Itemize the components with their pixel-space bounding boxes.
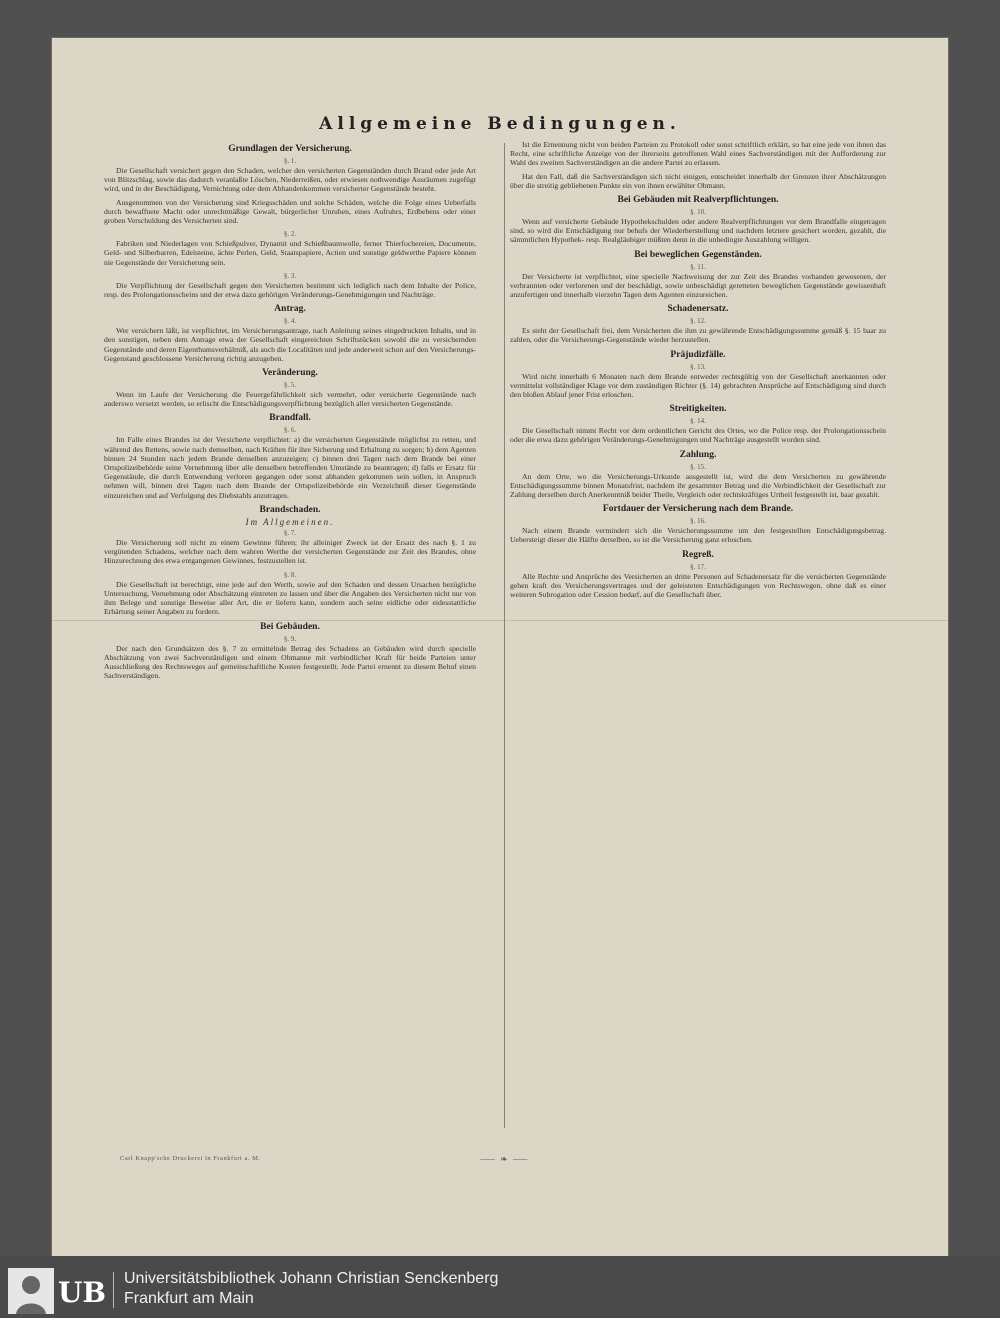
paragraph-number: §. 4. — [283, 317, 297, 326]
printer-imprint: Carl Knapp'sche Druckerei in Frankfurt a. M. — [120, 1155, 261, 1162]
paragraph-text: Hat den Fall, daß die Sachverständigen sich nicht einigen, entscheidet innerhalb der Grenzen ihrer Abschätzungen über die streitig gebliebenen Punkte ein von ihnen erwählter Obmann. — [510, 171, 886, 190]
section-heading: Veränderung. — [262, 368, 318, 379]
section-heading: Bei Gebäuden. — [260, 621, 320, 632]
paragraph-number: §. 16. — [690, 517, 706, 526]
section-heading: Regreß. — [682, 549, 714, 560]
footer-divider — [113, 1272, 114, 1308]
library-footer — [0, 1256, 1000, 1318]
paragraph-text: Die Gesellschaft nimmt Recht vor dem ordentlichen Gericht des Ortes, wo die Police resp. der Prolongationsschein oder die etwa dazu gehörigen Veränderungs-Genehmigungen und Nachträge ausgestellt worden sind. — [510, 426, 886, 445]
section-heading: Antrag. — [274, 304, 306, 315]
section-heading: Streitigkeiten. — [669, 404, 727, 415]
paragraph-text: Es steht der Gesellschaft frei, dem Versicherten die ihm zu gewährende Entschädigungssumme gemäß §. 15 baar zu zahlen, oder die Versicherungs-Gegenstände wieder herzustellen. — [510, 326, 886, 345]
paragraph-text: Wenn auf versicherte Gebäude Hypothekschulden oder andere Realverpflichtungen vor dem Brandfalle eingetragen sind, so wird die Entschädigung nur behufs der Wiederherstellung und nachdem letztere gesichert worden, gezahlt, die sämmtlichen Hypothek- resp. Realgläubiger müßten denn in die unbedingte Auszahlung willigen. — [510, 217, 886, 245]
paragraph-number: §. 13. — [690, 362, 706, 371]
paragraph-text: An dem Orte, wo die Versicherungs-Urkunde ausgestellt ist, wird die dem Versicherten zu gewährende Entschädigungssumme binnen Monatsfrist, nachdem ihr gesammter Betrag und die Verbindlichkeit der Gesellschaft zur Zahlung derselben durch Anerkenntniß beider Theile, Vergleich oder rechtskräftiges Urtheil festgestellt ist, baar gezahlt. — [510, 471, 886, 500]
document-page — [52, 38, 948, 1256]
paragraph-text: Im Falle eines Brandes ist der Versicherte verpflichtet: a) die versicherten Gegenstände möglichst zu retten, und während des Rettens, sowie nach demselben, nach Kräften für ihre Sicherung und Erhaltung zu sorgen; b) dem Agenten binnen 24 Stunden nach jedem Brande denselben anzuzeigen; c) binnen drei Tagen nach dem Brande bei einer Ortspolizeibehörde seine Vernehmung über alle denselben betreffenden Umstände zu beantragen; d) falls er Ersatz für Gegenstände, die durch Entwendung verloren gegangen oder sonst abhanden gekommen sein sollen, in Anspruch nehmen will, binnen drei Tagen nach dem Brande der Ortspolizeibehörde ein Verzeichniß dieser Gegenstände einzureichen und auf Verfolgung des Diebstahls anzutragen. — [104, 435, 476, 500]
paragraph-text: Die Verpflichtung der Gesellschaft gegen den Versicherten bestimmt sich lediglich nach dem Inhalte der Police, resp. des Prolongationsscheins und der etwa dazu gehörigen Veränderungs-Genehmigungen und Nachträge. — [104, 280, 476, 300]
paragraph-number: §. 10. — [690, 208, 706, 217]
section-heading: Brandschaden. — [259, 504, 321, 515]
paragraph-text: Die Gesellschaft versichert gegen den Schaden, welcher den versicherten Gegenständen durch Brand oder jede Art von Blitzschlag, sowie das dadurch veranlaßte Löschen, Niederreißen, oder erwiesen nothwendige Ausräumen zugefügt wird, und in der Beschädigung, Vernichtung oder dem Abhandenkommen versicherter Gegenstände besteht. — [104, 166, 476, 194]
paragraph-number: §. 5. — [283, 381, 297, 390]
paragraph-number: §. 2. — [283, 230, 297, 239]
right-column — [510, 140, 886, 603]
paragraph-number: §. 1. — [283, 157, 297, 165]
paragraph-text: Ausgenommen von der Versicherung sind Kriegsschäden und solche Schäden, welche die Folge eines Ueberfalls durch bewaffnete Macht oder unrechtmäßige Gewalt, bürgerlicher Unruhen, eines Aufruhrs, Erdbebens oder einer groben Verschuldung des Versicherten sind. — [104, 197, 476, 226]
end-ornament: ⸺ ❧ ⸺ — [480, 1155, 529, 1165]
paragraph-text: Fabriken und Niederlagen von Schießpulver, Dynamit und Schießbaumwolle, ferner Thierfochereien, Documente, Geld- und Silberbarren, Edelsteine, ächte Perlen, Geld, Staatspapiere, Actien und sonstige geldwerthe Papiere können nie Gegenstände der Versicherung sein. — [104, 239, 476, 267]
paragraph-number: §. 14. — [690, 417, 706, 426]
paragraph-number: §. 8. — [283, 570, 297, 579]
library-city: Frankfurt am Main — [124, 1290, 254, 1307]
section-heading: Präjudizfälle. — [670, 349, 726, 360]
section-heading: Bei Gebäuden mit Realverpflichtungen. — [617, 195, 779, 206]
section-heading: Schadenersatz. — [667, 304, 729, 315]
section-heading: Bei beweglichen Gegenständen. — [634, 249, 762, 260]
paragraph-text: Ist die Ernennung nicht von beiden Parteien zu Protokoll oder sonst schriftlich erklärt, so hat eine jede von ihnen das Recht, eine schriftliche Anzeige von der ihrerseits getroffenen Wahl eines Sachverständigen mit der Aufforderung zur Wahl des zweiten Sachverständigen an die andere Partei zu erlassen. — [510, 140, 886, 168]
section-heading: Fortdauer der Versicherung nach dem Brande. — [602, 504, 794, 515]
paragraph-number: §. 7. — [283, 529, 297, 538]
paragraph-number: §. 3. — [283, 271, 297, 280]
library-portrait-logo — [8, 1268, 54, 1314]
paragraph-number: §. 11. — [690, 262, 706, 271]
ub-logo-text: UB — [58, 1276, 107, 1309]
paragraph-text: Nach einem Brande vermindert sich die Versicherungssumme um den festgestellten Entschädigungsbetrag. Uebersteigt dieser die Hälfte derselben, so ist die Versicherung ganz erloschen. — [510, 526, 886, 545]
section-heading: Brandfall. — [269, 413, 311, 424]
subsection-heading: Im Allgemeinen. — [245, 516, 335, 527]
paragraph-number: §. 9. — [283, 634, 297, 643]
paragraph-number: §. 17. — [690, 562, 706, 571]
paragraph-text: Alle Rechte und Ansprüche des Versicherten an dritte Personen auf Schadenersatz für die versicherten Gegenstände gehen kraft des Versicherungsvertrages und der geleisteten Entschädigungen von Rechtswegen, ohne daß es einer weiteren Subrogation oder Cession bedarf, auf die Gesellschaft über. — [510, 571, 886, 600]
paragraph-number: §. 6. — [283, 426, 297, 435]
library-name: Universitätsbibliothek Johann Christian Senckenberg — [124, 1270, 499, 1287]
paragraph-text: Wenn im Laufe der Versicherung die Feuergefährlichkeit sich vermehrt, oder versicherte Gegenstände nach anderswo versetzt werden, so erlischt die Entschädigungsverpflichtung bezüglich aller versicherten Gegenstände. — [104, 390, 476, 409]
paragraph-text: Der Versicherte ist verpflichtet, eine specielle Nachweisung der zur Zeit des Brandes vorhanden gewesenen, der verbrannten oder verlorenen und der beschädigt, sowie unbeschädigt geretteten beweglichen Gegenstände gewissenhaft anzufertigen und innerhalb vierzehn Tagen dem Agenten einzureichen. — [510, 271, 886, 300]
page-title: Allgemeine Bedingungen. — [319, 114, 681, 134]
paragraph-text: Wer versichern läßt, ist verpflichtet, im Versicherungsantrage, nach Anleitung seines eingedruckten Inhalts, und in den sonstigen, neben dem Antrage etwa der Gesellschaft eingereichten Schriftstücken sowohl die zu versichernden Gegenstände und deren Eigenthumsverhältniß, als auch die Localitäten und jede anderweit schon auf den Versicherungs-Gegenstand geschlossene Versicherung richtig anzugeben. — [104, 326, 476, 363]
paragraph-text: Die Versicherung soll nicht zu einem Gewinne führen; ihr alleiniger Zweck ist der Ersatz des nach §. 1 zu vergütenden Schadens, welcher nach dem wahren Werthe der versicherten Gegenstände zur Zeit des Brandes, ohne Hinzurechnung des etwa entgangenen Gewinnes, festzustellen ist. — [104, 538, 476, 566]
paragraph-number: §. 15. — [690, 462, 706, 471]
paragraph-text: Wird nicht innerhalb 6 Monaten nach dem Brande entweder rechtsgültig von der Gesellschaft anerkannten oder vermittelst vollständiger Klage vor dem zuständigen Richter (§. 14) gebrachten Ansprüche auf Entschädigung sind durch den bloßen Ablauf jener Frist erloschen. — [510, 371, 886, 400]
left-column — [104, 140, 476, 684]
paragraph-text: Die Gesellschaft ist berechtigt, eine jede auf den Werth, sowie auf den Schaden und dessen Ursachen bezügliche Untersuchung, Vernehmung oder Abschätzung eintreten zu lassen und über die Angaben des Versicherten nicht nur von ihm Belege und sonstige Beweise aller Art, die er liefern kann, sondern auch seine eidliche oder eidesstattliche Erhärtung seiner Angaben zu fordern. — [104, 579, 476, 617]
section-heading: Grundlagen der Versicherung. — [228, 144, 352, 154]
paragraph-number: §. 12. — [690, 317, 706, 326]
paragraph-text: Der nach den Grundsätzen des §. 7 zu ermittelnde Betrag des Schadens an Gebäuden wird durch specielle Abschätzung von zwei Sachverständigen und einem Obmanne mit verbindlicher Kraft für beide Parteien unter Ausschließung des Rechtsweges auf gemeinschaftliche Kosten festgestellt. Jede Partei ernennt zu diesem Behuf einen Sachverständigen. — [104, 643, 476, 681]
column-divider — [504, 143, 505, 1128]
section-heading: Zahlung. — [679, 449, 717, 460]
